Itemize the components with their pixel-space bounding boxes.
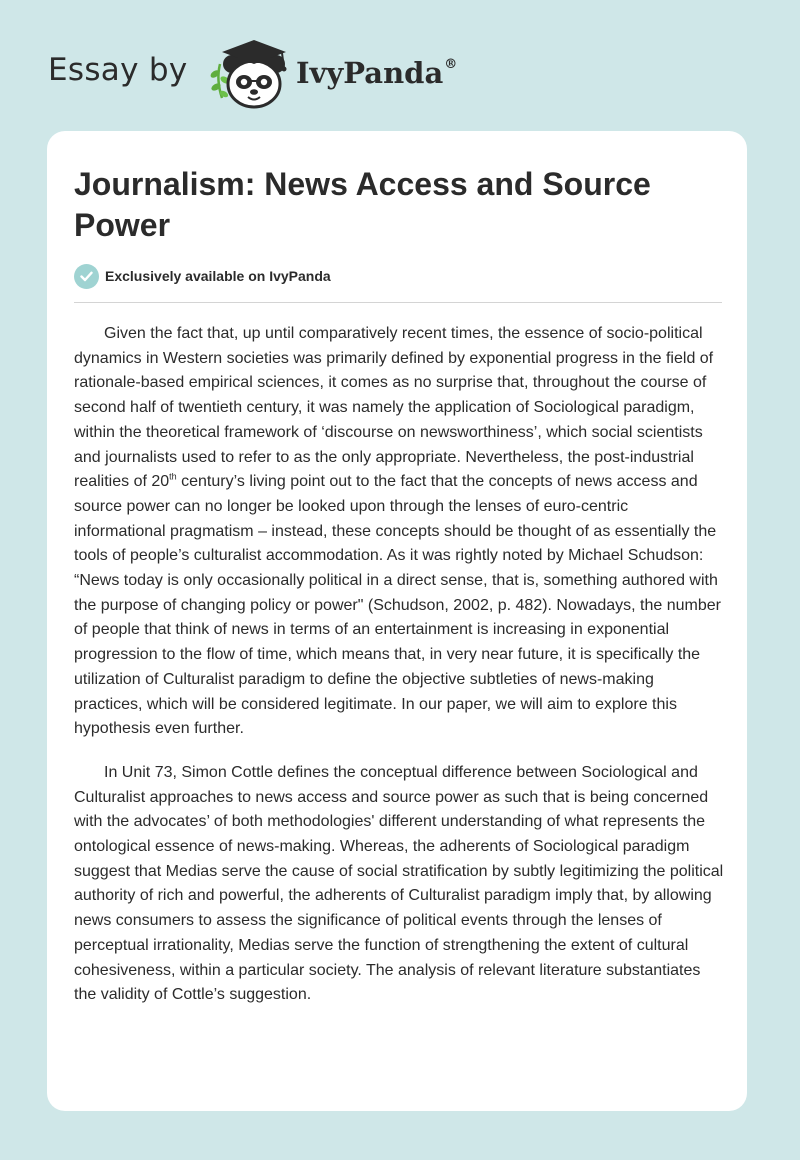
brand-name-text: IvyPanda	[296, 56, 444, 90]
site-header	[48, 34, 748, 110]
paragraph-text: century’s living point out to the fact that the concepts of news access and source power can no longer be looked upon through the lenses of euro-centric informational pragmatism – instead, these concepts should be thought of as essentially the tools of people’s culturalist accommodation. As it was rightly noted by Michael Schudson: “News today is only occasionally political in a direct sense, that is, something authored with the purpose of changing policy or power" (Schudson, 2002, p. 482). Nowadays, the number of people that think of news in terms of an entertainment is increasing in exponential progression to the flow of time, which means that, in very near future, it is specifically the utilization of Culturalist paradigm to define the objective subtleties of news-making practices, which will be considered legitimate. In our paper, we will aim to explore this hypothesis even further.	[74, 473, 721, 738]
article-body	[74, 322, 724, 1027]
title-divider	[74, 302, 722, 303]
paragraph: In Unit 73, Simon Cottle defines the conceptual difference between Sociological and Culturalist approaches to news access and source power as such that is being concerned with the advocates’ of both methodologies' different understanding of what represents the ontological essence of news-making. Whereas, the adherents of Sociological paradigm suggest that Medias serve the cause of social stratification by subtly legitimizing the political authority of rich and powerful, the adherents of Culturalist paradigm imply that, by allowing news consumers to assess the significance of political events through the lenses of perceptual irrationality, Medias serve the function of strengthening the extent of cultural cohesiveness, within a particular society. The analysis of relevant literature substantiates the validity of Cottle’s suggestion.	[74, 763, 724, 1004]
exclusive-badge	[74, 262, 331, 290]
essay-by-label: Essay by	[48, 52, 188, 88]
ordinal-suffix: th	[169, 471, 177, 482]
check-circle-icon	[74, 264, 99, 289]
panda-graduation-cap-icon[interactable]	[204, 34, 294, 110]
article-title: Journalism: News Access and Source Power	[74, 166, 651, 243]
paragraph	[74, 322, 724, 742]
registered-mark: ®	[444, 57, 458, 73]
exclusive-badge-label: Exclusively available on IvyPanda	[105, 268, 331, 284]
brand-name[interactable]	[296, 56, 457, 90]
paragraph-text: Given the fact that, up until comparatively recent times, the essence of socio-political dynamics in Western societies was primarily defined by exponential progress in the field of rationale-based empirical sciences, it comes as no surprise that, throughout the course of second half of twentieth century, it was namely the application of Sociological paradigm, within the theoretical framework of ‘discourse on newsworthiness’, which social scientists and journalists used to refer to as the only appropriate. Nevertheless, the post-industrial realities of 20	[74, 325, 714, 491]
article-card	[47, 131, 747, 1111]
